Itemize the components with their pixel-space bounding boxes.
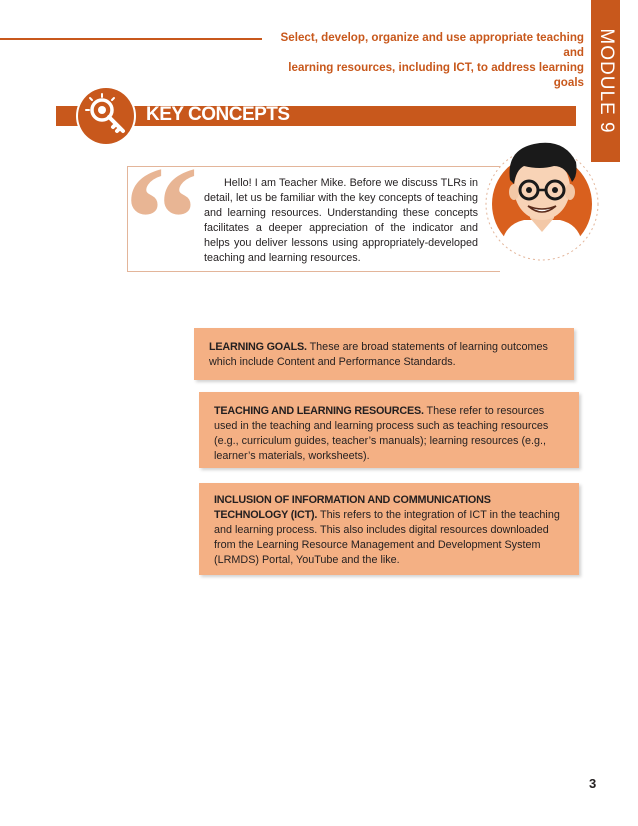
header-rule: [0, 38, 262, 40]
concept-definition: These refer to resources used in the teaching and learning process such as teaching resources (e.g., curriculum guides, teacher’s manuals); learning resources (e.g., learner’s materials, worksheets).: [214, 405, 549, 462]
concept-term: LEARNING GOALS.: [209, 341, 307, 353]
concept-definition: These are broad statements of learning outcomes which include Content and Performance Standards.: [209, 341, 548, 368]
teacher-quote: Hello! I am Teacher Mike. Before we discuss TLRs in detail, let us be familiar with the key concepts of teaching and learning resources. Understanding these concepts facilitates a deeper appreciation of the indicator and helps you deliver lessons using appropriately-developed teaching and learning resources.: [204, 177, 478, 264]
concept-term: TEACHING AND LEARNING RESOURCES.: [214, 405, 424, 417]
section-title: KEY CONCEPTS: [146, 104, 290, 125]
header-line-2: learning resources, including ICT, to address learning goals: [288, 61, 584, 89]
quote-mark: “: [124, 136, 199, 302]
concept-term: INCLUSION OF INFORMATION AND COMMUNICATIONS TECHNOLOGY (ICT).: [214, 494, 491, 521]
header-line-1: Select, develop, organize and use appropriate teaching and: [280, 31, 584, 59]
page-number: 3: [589, 776, 597, 791]
section-bar: [56, 106, 576, 126]
concept-learning-goals: [194, 328, 574, 380]
module-header: [272, 30, 584, 90]
concept-ict-inclusion: [199, 483, 579, 575]
concept-definition: This refers to the integration of ICT in the teaching and learning process. This also includes digital resources downloaded from the Learning Resource Management and Development System (LRMDS) Portal, YouTube and the like.: [214, 509, 560, 566]
concept-teaching-learning-resources: [199, 392, 579, 468]
teacher-avatar: [484, 132, 600, 266]
module-label: MODULE 9: [595, 28, 617, 134]
